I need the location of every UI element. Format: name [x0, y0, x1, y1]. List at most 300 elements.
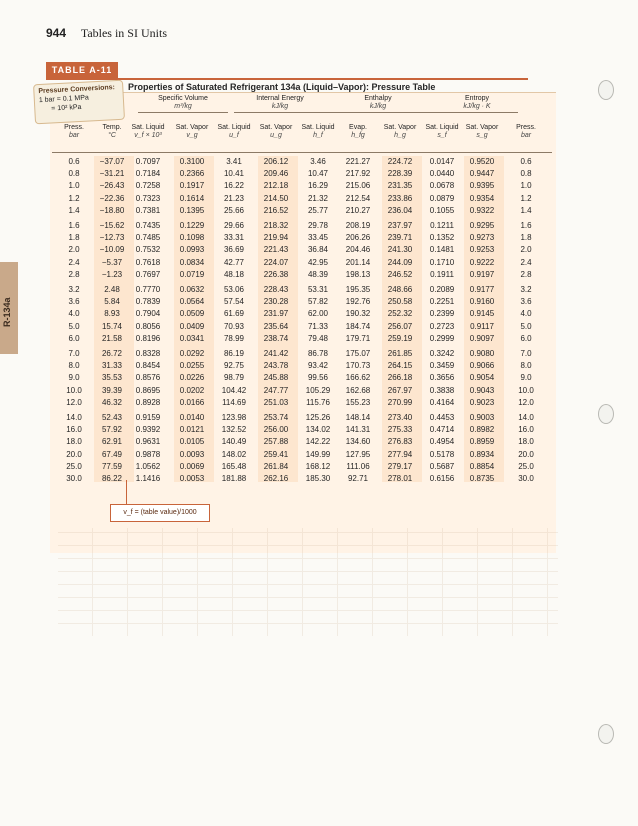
table-cell-hf: 62.00 — [307, 309, 329, 319]
table-cell-sf: 0.4714 — [429, 425, 455, 435]
running-head — [46, 26, 167, 41]
table-cell-vg: 0.1229 — [179, 221, 205, 230]
table-cell-vf: 0.7697 — [135, 269, 161, 279]
table-cell-temperature: 31.33 — [101, 361, 123, 371]
table-cell-hf: 142.22 — [305, 437, 331, 447]
table-cell-pressure-right: 3.2 — [520, 285, 532, 294]
table-cell-hf: 57.82 — [307, 297, 329, 307]
table-cell-sf: 0.5687 — [429, 461, 455, 471]
table-cell-sf: 0.3459 — [429, 361, 455, 371]
table-cell-pressure-right: 4.0 — [520, 309, 532, 319]
table-cell-vg: 0.1917 — [179, 181, 205, 191]
table-cell-ug: 209.46 — [263, 169, 289, 179]
table-cell-temperature: −22.36 — [99, 193, 125, 203]
table-cell-uf: 123.98 — [221, 413, 247, 422]
table-cell-pressure: 1.4 — [68, 205, 80, 215]
table-cell-pressure-right: 14.0 — [518, 413, 534, 422]
page-number: 944 — [46, 26, 67, 40]
table-cell-sf: 0.1352 — [429, 233, 455, 243]
table-cell-pressure: 3.2 — [68, 285, 80, 294]
binder-hole-middle — [598, 404, 614, 424]
table-cell-vf: 0.7435 — [135, 221, 161, 230]
column-header-hfg — [338, 124, 378, 140]
table-cell-pressure: 25.0 — [66, 461, 82, 471]
table-cell-hf: 168.12 — [305, 461, 331, 471]
table-cell-hfg: 215.06 — [345, 181, 371, 191]
table-cell-pressure-right: 0.8 — [520, 169, 532, 179]
table-cell-hfg: 184.74 — [345, 321, 371, 331]
group-header-entropy — [436, 95, 518, 113]
table-cell-hf: 99.56 — [307, 373, 329, 383]
column-label: Temp. — [102, 124, 122, 131]
table-cell-hfg: 162.68 — [345, 385, 371, 395]
table-cell-sg: 0.8735 — [469, 474, 495, 483]
table-cell-hg: 233.86 — [387, 193, 413, 203]
table-cell-ug: 253.74 — [263, 413, 289, 422]
table-cell-sf: 0.4164 — [429, 397, 455, 407]
table-cell-uf: 132.52 — [221, 425, 247, 435]
table-cell-hg: 231.35 — [387, 181, 413, 191]
table-cell-uf: 16.22 — [223, 181, 245, 191]
table-cell-vg: 0.0292 — [179, 349, 205, 358]
table-cell-temperature: −10.09 — [99, 245, 125, 255]
table-cell-pressure-right: 1.0 — [520, 181, 532, 191]
table-cell-pressure-right: 9.0 — [520, 373, 532, 383]
table-cell-vg: 0.0255 — [179, 361, 205, 371]
table-cell-ug: 224.07 — [263, 257, 289, 267]
footnote: v_f = (table value)/1000 — [110, 504, 210, 522]
column-symbol: u_f — [229, 132, 239, 139]
table-cell-vf: 0.9631 — [135, 437, 161, 447]
table-cell-sg: 0.9322 — [469, 205, 495, 215]
table-cell-ug: 261.84 — [263, 461, 289, 471]
table-title: Properties of Saturated Refrigerant 134a (Liquid–Vapor): Pressure Table — [128, 82, 436, 92]
table-cell-ug: 245.88 — [263, 373, 289, 383]
table-cell-vg: 0.0105 — [179, 437, 205, 447]
side-label: R-134a — [2, 297, 12, 327]
table-cell-vg: 0.0053 — [179, 474, 205, 483]
table-cell-hf: 86.78 — [307, 349, 329, 358]
table-cell-hg: 248.66 — [387, 285, 413, 294]
table-cell-ug: 221.43 — [263, 245, 289, 255]
table-cell-hf: 71.33 — [307, 321, 329, 331]
table-cell-pressure: 18.0 — [66, 437, 82, 447]
table-cell-pressure-right: 1.6 — [520, 221, 532, 230]
column-symbol: s_g — [476, 132, 488, 139]
table-cell-hfg: 148.14 — [345, 413, 371, 422]
table-cell-ug: 206.12 — [263, 157, 289, 166]
table-cell-pressure-right: 8.0 — [520, 361, 532, 371]
pressure-conversions-box — [33, 80, 125, 125]
column-label: Sat. Vapor — [259, 124, 293, 131]
table-cell-pressure: 0.6 — [68, 157, 80, 166]
table-cell-sg: 0.9295 — [469, 221, 495, 230]
table-cell-hf: 115.76 — [306, 397, 330, 407]
table-cell-ug: 257.88 — [263, 437, 289, 447]
table-cell-temperature: 2.48 — [104, 285, 120, 294]
column-header-hg — [380, 124, 420, 140]
table-cell-temperature: 35.53 — [101, 373, 123, 383]
table-cell-sg: 0.9253 — [469, 245, 495, 255]
table-cell-pressure: 16.0 — [66, 425, 82, 435]
table-cell-sf: 0.6156 — [429, 474, 455, 483]
column-header-hf — [298, 124, 338, 140]
table-cell-vg: 0.1098 — [179, 233, 205, 243]
table-cell-pressure-right: 2.0 — [520, 245, 532, 255]
table-cell-hf: 16.29 — [307, 181, 329, 191]
table-cell-vf: 0.7097 — [135, 157, 161, 166]
table-cell-vg: 0.0093 — [179, 449, 205, 459]
table-cell-hg: 250.58 — [387, 297, 413, 307]
table-cell-temperature: −12.73 — [99, 233, 125, 243]
table-cell-vf: 0.8328 — [135, 349, 161, 358]
table-cell-vf: 0.7323 — [135, 193, 161, 203]
table-cell-uf: 70.93 — [223, 321, 245, 331]
table-cell-sg: 0.8959 — [469, 437, 495, 447]
table-cell-hf: 93.42 — [307, 361, 329, 371]
table-cell-sg: 0.8934 — [469, 449, 495, 459]
table-cell-temperature: −1.23 — [101, 269, 123, 279]
table-cell-uf: 42.77 — [223, 257, 245, 267]
table-cell-vg: 0.0719 — [179, 269, 205, 279]
table-cell-pressure: 1.6 — [68, 221, 80, 230]
table-cell-ug: 262.16 — [263, 474, 289, 483]
column-symbol: v_g — [186, 132, 198, 139]
conversion-line-2: = 10² kPa — [51, 103, 82, 113]
table-cell-uf: 98.79 — [223, 373, 245, 383]
table-cell-pressure-right: 1.2 — [520, 193, 532, 203]
table-cell-hf: 149.99 — [305, 449, 331, 459]
group-units: kJ/kg — [271, 103, 289, 110]
table-cell-pressure: 1.8 — [68, 233, 80, 243]
table-cell-sg: 0.9520 — [469, 157, 495, 166]
table-cell-ug: 214.50 — [263, 193, 289, 203]
table-cell-pressure-right: 20.0 — [518, 449, 534, 459]
table-cell-ug: 219.94 — [263, 233, 289, 243]
column-header-pressure — [54, 124, 94, 140]
group-label: Internal Energy — [256, 95, 304, 102]
table-cell-vg: 0.0166 — [179, 397, 205, 407]
table-cell-uf: 78.99 — [223, 333, 245, 343]
group-units: kJ/kg — [369, 103, 387, 110]
table-cell-uf: 104.42 — [221, 385, 247, 395]
table-cell-sf: 0.2089 — [429, 285, 455, 294]
table-cell-vg: 0.3100 — [179, 157, 205, 166]
table-cell-ug: 228.43 — [263, 285, 289, 294]
table-cell-pressure-right: 1.8 — [520, 233, 532, 243]
table-cell-pressure-right: 2.8 — [520, 269, 532, 279]
table-cell-hfg: 166.62 — [345, 373, 371, 383]
group-header-enthalpy — [316, 95, 440, 113]
column-label: Evap. — [349, 124, 367, 131]
table-cell-sg: 0.9003 — [469, 413, 495, 422]
table-cell-temperature: −5.37 — [101, 257, 123, 267]
table-cell-pressure: 10.0 — [66, 385, 82, 395]
table-cell-pressure: 3.6 — [68, 297, 80, 307]
table-cell-vf: 0.7618 — [135, 257, 161, 267]
table-cell-temperature: −37.07 — [99, 157, 125, 166]
table-cell-sf: 0.1055 — [429, 205, 455, 215]
footnote-pointer — [126, 480, 127, 504]
table-cell-sg: 0.9273 — [469, 233, 495, 243]
table-cell-vf: 0.9159 — [135, 413, 161, 422]
column-symbol: h_f — [313, 132, 323, 139]
table-cell-sf: 0.1481 — [429, 245, 455, 255]
table-cell-pressure-right: 10.0 — [518, 385, 534, 395]
table-cell-hg: 236.04 — [387, 205, 413, 215]
table-cell-hg: 273.40 — [387, 413, 413, 422]
column-header-pressure-right — [506, 124, 546, 140]
table-cell-hg: 264.15 — [387, 361, 413, 371]
table-cell-sf: 0.0147 — [429, 157, 455, 166]
table-cell-uf: 48.18 — [223, 269, 245, 279]
table-cell-temperature: −18.80 — [99, 205, 125, 215]
table-cell-hfg: 210.27 — [345, 205, 371, 215]
table-cell-ug: 243.78 — [263, 361, 289, 371]
table-cell-pressure-right: 5.0 — [520, 321, 532, 331]
table-cell-sf: 0.1710 — [429, 257, 455, 267]
table-cell-sf: 0.3656 — [429, 373, 455, 383]
table-cell-temperature: 15.74 — [101, 321, 123, 331]
table-cell-uf: 57.54 — [223, 297, 245, 307]
table-cell-vf: 0.8056 — [135, 321, 161, 331]
table-cell-vf: 1.0562 — [135, 461, 161, 471]
table-cell-pressure-right: 7.0 — [520, 349, 532, 358]
table-cell-uf: 33.31 — [223, 233, 245, 243]
table-cell-hg: 278.01 — [387, 474, 413, 483]
table-cell-pressure: 7.0 — [68, 349, 80, 358]
table-cell-vg: 0.0140 — [179, 413, 205, 422]
table-cell-pressure: 2.0 — [68, 245, 80, 255]
table-cell-hfg: 212.54 — [345, 193, 371, 203]
table-cell-ug: 216.52 — [263, 205, 289, 215]
table-cell-vg: 0.0121 — [179, 425, 205, 435]
column-label: Sat. Liquid — [217, 124, 251, 131]
table-cell-pressure: 1.0 — [68, 181, 80, 191]
table-cell-hfg: 192.76 — [345, 297, 371, 307]
column-label: Sat. Liquid — [425, 124, 459, 131]
table-cell-uf: 114.69 — [222, 397, 246, 407]
table-cell-uf: 3.41 — [226, 157, 242, 166]
table-cell-hg: 256.07 — [387, 321, 413, 331]
table-cell-sf: 0.2251 — [429, 297, 455, 307]
column-label: Sat. Liquid — [131, 124, 165, 131]
table-cell-temperature: 86.22 — [101, 474, 123, 483]
column-header-ug — [256, 124, 296, 140]
table-cell-hg: 239.71 — [387, 233, 413, 243]
table-cell-pressure: 12.0 — [66, 397, 82, 407]
table-cell-vf: 0.8695 — [135, 385, 161, 395]
table-cell-temperature: 5.84 — [104, 297, 120, 307]
table-cell-vg: 0.0509 — [179, 309, 205, 319]
table-cell-hfg: 201.14 — [345, 257, 371, 267]
table-cell-temperature: −31.21 — [99, 169, 125, 179]
table-cell-vg: 0.0632 — [179, 285, 205, 294]
table-cell-ug: 259.41 — [263, 449, 289, 459]
table-cell-uf: 181.88 — [221, 474, 247, 483]
table-cell-hf: 42.95 — [307, 257, 329, 267]
table-cell-hg: 270.99 — [387, 397, 413, 407]
group-label: Specific Volume — [158, 95, 208, 102]
table-cell-hg: 241.30 — [387, 245, 413, 255]
table-cell-vf: 0.7904 — [135, 309, 161, 319]
table-cell-pressure-right: 6.0 — [520, 333, 532, 343]
table-cell-hfg: 111.06 — [346, 461, 370, 471]
table-cell-hf: 33.45 — [307, 233, 329, 243]
table-cell-hf: 36.84 — [307, 245, 329, 255]
table-cell-ug: 247.77 — [263, 385, 289, 395]
table-cell-sg: 0.9023 — [469, 397, 495, 407]
table-cell-pressure: 4.0 — [68, 309, 80, 319]
table-cell-temperature: 57.92 — [101, 425, 123, 435]
column-header-vf — [128, 124, 168, 140]
table-cell-pressure: 2.4 — [68, 257, 80, 267]
table-cell-hg: 276.83 — [387, 437, 413, 447]
table-cell-hf: 48.39 — [307, 269, 329, 279]
table-cell-uf: 148.02 — [221, 449, 247, 459]
column-header-uf — [214, 124, 254, 140]
table-cell-hfg: 92.71 — [347, 474, 369, 483]
table-cell-vf: 0.9392 — [135, 425, 161, 435]
table-cell-uf: 165.48 — [221, 461, 247, 471]
table-cell-sg: 0.9160 — [469, 297, 495, 307]
table-cell-sg: 0.9145 — [469, 309, 495, 319]
table-cell-hfg: 217.92 — [345, 169, 371, 179]
table-cell-sf: 0.5178 — [429, 449, 455, 459]
table-cell-uf: 61.69 — [223, 309, 245, 319]
table-cell-hfg: 204.46 — [345, 245, 371, 255]
table-cell-temperature: 67.49 — [101, 449, 123, 459]
table-cell-temperature: 46.32 — [101, 397, 123, 407]
table-cell-vf: 0.8454 — [135, 361, 161, 371]
binder-hole-bottom — [598, 724, 614, 744]
table-cell-ug: 212.18 — [263, 181, 289, 191]
table-cell-hfg: 206.26 — [345, 233, 371, 243]
table-cell-ug: 218.32 — [263, 221, 289, 230]
table-cell-sg: 0.9054 — [469, 373, 495, 383]
group-units: kJ/kg · K — [463, 103, 491, 110]
column-label: Press. — [64, 124, 84, 131]
table-cell-sf: 0.0678 — [429, 181, 455, 191]
table-cell-uf: 140.49 — [221, 437, 247, 447]
table-cell-vg: 0.1395 — [179, 205, 205, 215]
table-cell-hfg: 141.31 — [345, 425, 371, 435]
table-cell-sg: 0.9097 — [469, 333, 495, 343]
table-cell-uf: 10.41 — [223, 169, 245, 179]
table-cell-hg: 267.97 — [387, 385, 413, 395]
column-symbol: u_g — [270, 132, 282, 139]
table-cell-hg: 279.17 — [387, 461, 413, 471]
column-header-temperature — [92, 124, 132, 140]
table-cell-temperature: 21.58 — [101, 333, 123, 343]
table-cell-uf: 53.06 — [223, 285, 245, 294]
table-cell-sf: 0.2723 — [429, 321, 455, 331]
column-label: Sat. Vapor — [383, 124, 417, 131]
table-cell-pressure: 14.0 — [66, 413, 82, 422]
table-cell-hf: 125.26 — [305, 413, 331, 422]
group-header-specific-volume — [138, 95, 228, 113]
table-cell-sf: 0.3838 — [429, 385, 455, 395]
table-cell-hf: 3.46 — [310, 157, 326, 166]
table-cell-hfg: 155.23 — [345, 397, 371, 407]
table-cell-hg: 237.97 — [387, 221, 413, 230]
table-cell-vf: 0.7381 — [135, 205, 161, 215]
column-label: Sat. Vapor — [465, 124, 499, 131]
table-cell-hg: 261.85 — [387, 349, 413, 358]
table-cell-pressure-right: 0.6 — [520, 157, 532, 166]
group-header-internal-energy — [234, 95, 326, 113]
group-label: Enthalpy — [364, 95, 392, 102]
table-cell-pressure: 30.0 — [66, 474, 82, 483]
table-cell-pressure-right: 16.0 — [518, 425, 534, 435]
table-cell-hf: 53.31 — [307, 285, 329, 294]
table-cell-hg: 244.09 — [387, 257, 413, 267]
table-cell-sf: 0.2999 — [429, 333, 455, 343]
table-cell-hfg: 190.32 — [345, 309, 371, 319]
binder-hole-top — [598, 80, 614, 100]
table-cell-vf: 0.7839 — [135, 297, 161, 307]
table-cell-hfg: 127.95 — [345, 449, 371, 459]
table-cell-ug: 235.64 — [263, 321, 289, 331]
table-cell-pressure: 5.0 — [68, 321, 80, 331]
table-cell-vg: 0.1614 — [179, 193, 205, 203]
table-cell-sg: 0.9066 — [469, 361, 495, 371]
table-cell-vf: 0.8928 — [135, 397, 161, 407]
table-cell-sg: 0.9080 — [469, 349, 495, 358]
table-cell-vf: 0.8576 — [135, 373, 161, 383]
table-cell-sg: 0.9117 — [470, 321, 494, 331]
table-cell-pressure-right: 30.0 — [518, 474, 534, 483]
table-cell-vg: 0.0564 — [179, 297, 205, 307]
table-cell-sg: 0.9177 — [469, 285, 495, 294]
table-cell-sf: 0.1911 — [430, 269, 454, 279]
table-cell-hf: 29.78 — [307, 221, 329, 230]
table-cell-sg: 0.8854 — [469, 461, 495, 471]
header-rule — [52, 152, 552, 153]
table-cell-uf: 36.69 — [223, 245, 245, 255]
table-cell-pressure-right: 3.6 — [520, 297, 532, 307]
group-units: m³/kg — [174, 103, 192, 110]
table-cell-hfg: 170.73 — [345, 361, 371, 371]
column-header-vg — [172, 124, 212, 140]
table-cell-hf: 134.02 — [305, 425, 331, 435]
table-cell-ug: 251.03 — [263, 397, 289, 407]
table-cell-sf: 0.2399 — [429, 309, 455, 319]
table-cell-hfg: 179.71 — [345, 333, 371, 343]
table-cell-pressure: 2.8 — [68, 269, 80, 279]
table-cell-pressure: 8.0 — [68, 361, 80, 371]
table-cell-uf: 86.19 — [223, 349, 245, 358]
table-cell-vf: 1.1416 — [135, 474, 161, 483]
table-cell-hg: 228.39 — [387, 169, 413, 179]
table-cell-vg: 0.2366 — [179, 169, 205, 179]
table-cell-hg: 275.33 — [387, 425, 413, 435]
column-header-sf — [422, 124, 462, 140]
table-cell-hfg: 221.27 — [345, 157, 371, 166]
table-cell-uf: 25.66 — [223, 205, 245, 215]
table-cell-sf: 0.3242 — [429, 349, 455, 358]
table-cell-hg: 252.32 — [387, 309, 413, 319]
table-cell-ug: 230.28 — [263, 297, 289, 307]
table-cell-sg: 0.9354 — [469, 193, 495, 203]
table-cell-sf: 0.0440 — [429, 169, 455, 179]
table-cell-vf: 0.7184 — [135, 169, 161, 179]
table-cell-sf: 0.4954 — [429, 437, 455, 447]
table-cell-ug: 238.74 — [263, 333, 289, 343]
table-cell-sg: 0.9222 — [469, 257, 495, 267]
column-label: Press. — [516, 124, 536, 131]
table-cell-vf: 0.7485 — [135, 233, 161, 243]
